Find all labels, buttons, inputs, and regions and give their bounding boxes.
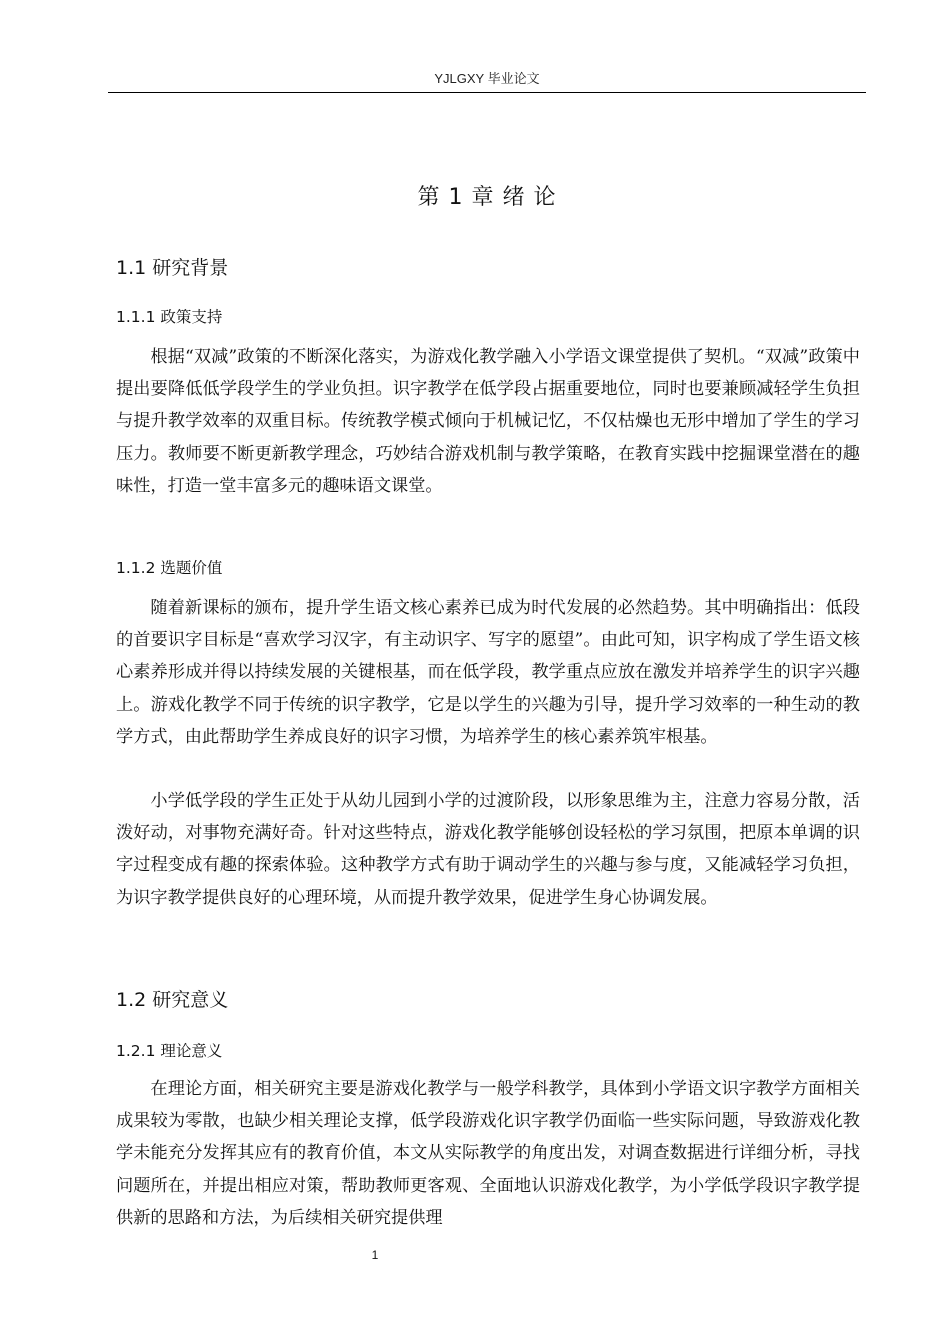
paragraph-policy-support: 根据“双减”政策的不断深化落实，为游戏化教学融入小学语文课堂提供了契机。“双减”政策中提出要降低低学段学生的学业负担。识字教学在低学段占据重要地位，同时也要兼顾减轻学生负担与提升教学效率的双重目标。传统教学模式倾向于机械记忆，不仅枯燥也无形中增加了学生的学习压力。教师要不断更新教学理念，巧妙结合游戏机制与教学策略，在教育实践中挖掘课堂潜在的趣味性，打造一堂丰富多元的趣味语文课堂。 (116, 347, 860, 496)
subsection-heading-1-2-1: 1.2.1 理论意义 (116, 1042, 223, 1060)
running-header: YJLGXY 毕业论文 (434, 71, 540, 86)
header-divider (108, 92, 866, 93)
section-heading-1-2: 1.2 研究意义 (116, 989, 229, 1011)
section-heading-1-1: 1.1 研究背景 (116, 257, 229, 279)
page-number: 1 (371, 1248, 379, 1262)
chapter-title: 第 1 章 绪 论 (417, 185, 557, 210)
paragraph-topic-value-2: 小学低学段的学生正处于从幼儿园到小学的过渡阶段，以形象思维为主，注意力容易分散，活泼好动，对事物充满好奇。针对这些特点，游戏化教学能够创设轻松的学习氛围，把原本单调的识字过程变成有趣的探索体验。这种教学方式有助于调动学生的兴趣与参与度，又能减轻学习负担，为识字教学提供良好的心理环境，从而提升教学效果，促进学生身心协调发展。 (116, 791, 860, 908)
subsection-heading-1-1-2: 1.1.2 选题价值 (116, 559, 223, 577)
paragraph-topic-value-1: 随着新课标的颁布，提升学生语文核心素养已成为时代发展的必然趋势。其中明确指出：低段的首要识字目标是“喜欢学习汉字，有主动识字、写字的愿望”。由此可知，识字构成了学生语文核心素养形成并得以持续发展的关键根基，而在低学段，教学重点应放在激发并培养学生的识字兴趣上。游戏化教学不同于传统的识字教学，它是以学生的兴趣为引导，提升学习效率的一种生动的教学方式，由此帮助学生养成良好的识字习惯，为培养学生的核心素养筑牢根基。 (116, 598, 860, 747)
paragraph-theoretical-significance: 在理论方面，相关研究主要是游戏化教学与一般学科教学，具体到小学语文识字教学方面相关成果较为零散，也缺少相关理论支撑，低学段游戏化识字教学仍面临一些实际问题，导致游戏化教学未能充分发挥其应有的教育价值，本文从实际教学的角度出发，对调查数据进行详细分析，寻找问题所在，并提出相应对策，帮助教师更客观、全面地认识游戏化教学，为小学低学段识字教学提供新的思路和方法，为后续相关研究提供理 (116, 1079, 860, 1228)
subsection-heading-1-1-1: 1.1.1 政策支持 (116, 308, 223, 326)
